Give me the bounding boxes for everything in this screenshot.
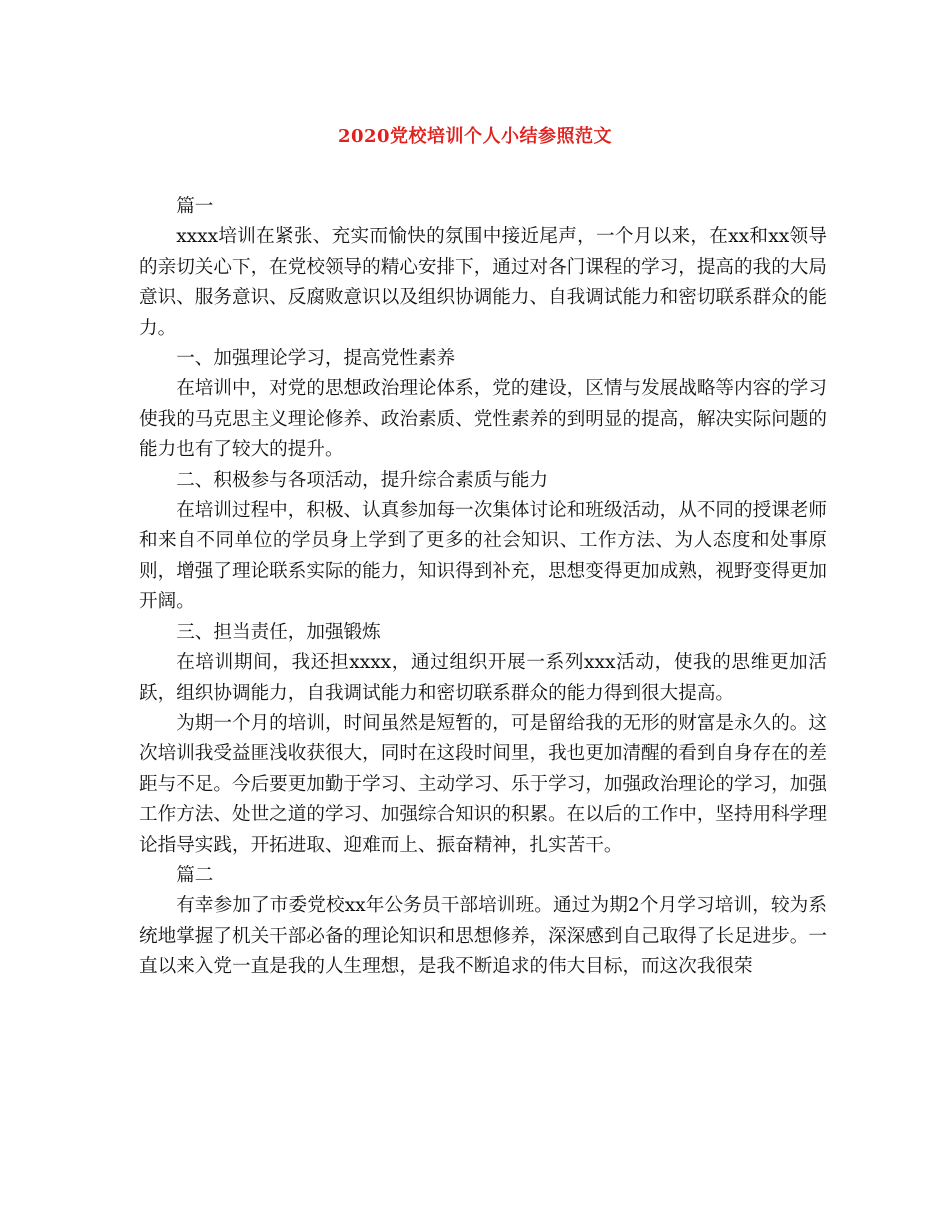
- body-paragraph: 有幸参加了市委党校xx年公务员干部培训班。通过为期2个月学习培训，较为系统地掌握了机关干部必备的理论知识和思想修养，深深感到自己取得了长足进步。一直以来入党一直是我的人生理想，是我不断追求的伟大目标，而这次我很荣: [139, 895, 827, 978]
- body-paragraph: 在培训过程中，积极、认真参加每一次集体讨论和班级活动，从不同的授课老师和来自不同单位的学员身上学到了更多的社会知识、工作方法、为人态度和处事原则，增强了理论联系实际的能力，知识得到补充，思想变得更加成熟，视野变得更加开阔。: [139, 500, 827, 613]
- body-paragraph: 在培训中，对党的思想政治理论体系，党的建设，区情与发展战略等内容的学习使我的马克思主义理论修养、政治素质、党性素养的到明显的提高，解决实际问题的能力也有了较大的提升。: [139, 378, 827, 461]
- body-paragraph: 为期一个月的培训，时间虽然是短暂的，可是留给我的无形的财富是永久的。这次培训我受益匪浅收获很大，同时在这段时间里，我也更加清醒的看到自身存在的差距与不足。今后要更加勤于学习、主动学习、乐于学习，加强政治理论的学习，加强工作方法、处世之道的学习、加强综合知识的积累。在以后的工作中，坚持用科学理论指导实践，开拓进取、迎难而上、振奋精神，扎实苦干。: [139, 712, 827, 856]
- subheading-activities: 二、积极参与各项活动，提升综合素质与能力: [176, 469, 549, 491]
- section-heading-part-one: 篇一: [176, 196, 214, 217]
- section-heading-part-two: 篇二: [176, 864, 214, 886]
- document-body: [139, 192, 827, 983]
- subheading-responsibility: 三、担当责任，加强锻炼: [176, 621, 381, 643]
- document-title: 2020党校培训个人小结参照范文: [337, 126, 613, 147]
- subheading-theory-study: 一、加强理论学习，提高党性素养: [176, 348, 456, 370]
- body-paragraph: 在培训期间，我还担xxxx，通过组织开展一系列xxx活动，使我的思维更加活跃，组织协调能力，自我调试能力和密切联系群众的能力得到很大提高。: [139, 652, 827, 704]
- body-paragraph: xxxx培训在紧张、充实而愉快的氛围中接近尾声，一个月以来，在xx和xx领导的亲切关心下，在党校领导的精心安排下，通过对各门课程的学习，提高的我的大局意识、服务意识、反腐败意识以及组织协调能力、自我调试能力和密切联系群众的能力。: [139, 226, 827, 339]
